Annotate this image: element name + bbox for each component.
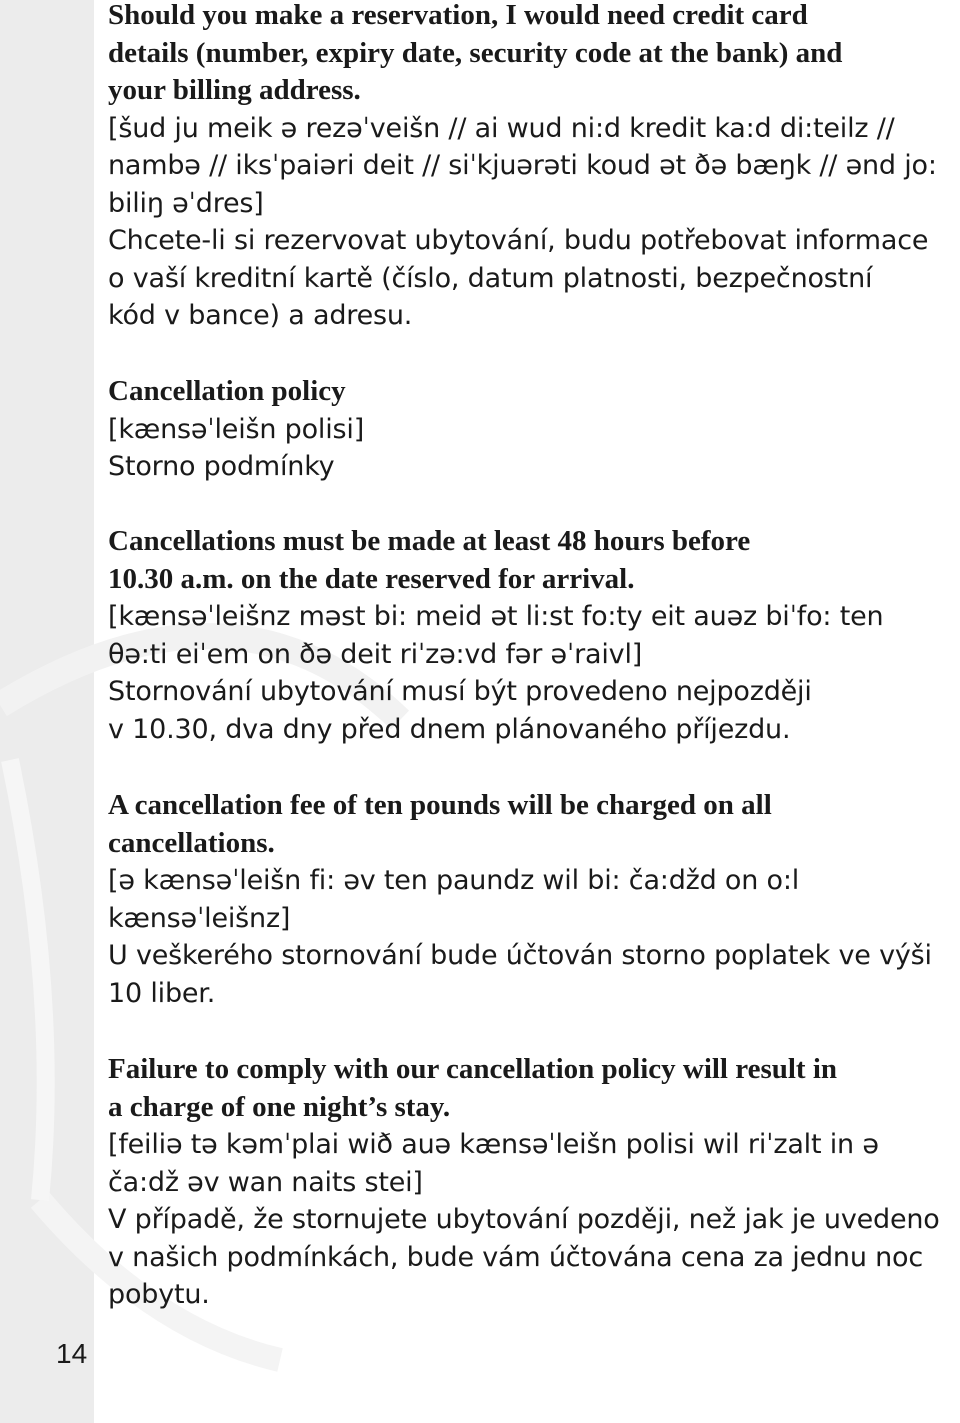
czech-translation-line: Stornování ubytování musí být provedeno nejpozději: [108, 676, 812, 707]
phonetic-transcription-line: [kænsəˈleišn polisi]: [108, 413, 365, 445]
phonetic-transcription-line: kænsəˈleišnz]: [108, 902, 291, 934]
phonetic-transcription-line: ča:dž əv wan naits stei]: [108, 1166, 423, 1198]
page-number: 14: [56, 1338, 88, 1369]
czech-translation-line: Chcete-li si rezervovat ubytování, budu potřebovat informace: [108, 225, 929, 256]
phrase-block: [108, 787, 932, 1012]
english-phrase-line: cancellations.: [108, 826, 275, 859]
phrase-block: [108, 373, 364, 486]
phonetic-transcription-line: [feiliə tə kəmˈplai wið auə kænsəˈleišn polisi wil riˈzalt in ə: [108, 1129, 879, 1160]
czech-translation-line: 10 liber.: [108, 977, 216, 1009]
czech-translation-line: v našich podmínkách, bude vám účtována cena za jednu noc: [108, 1241, 924, 1273]
phonetic-transcription-line: [kænsəˈleišnz məst bi: meid ət li:st fo:ty eit auəz biˈfo: ten: [108, 601, 884, 632]
czech-translation-line: v 10.30, dva dny před dnem plánovaného příjezdu.: [108, 713, 791, 745]
english-phrase-line: 10.30 a.m. on the date reserved for arrival.: [108, 562, 635, 595]
english-phrase-line: Failure to comply with our cancellation policy will result in: [108, 1053, 838, 1085]
phonetic-transcription-line: nambə // iksˈpaiəri deit // siˈkjuərəti koud ət ðə bæŋk // ənd jo:: [108, 150, 937, 181]
czech-translation-line: pobytu.: [108, 1279, 210, 1310]
phrase-block: [108, 0, 937, 335]
phonetic-transcription-line: [šud ju meik ə rezəˈveišn // ai wud ni:d kredit ka:d di:teilz //: [108, 112, 895, 144]
czech-translation-line: o vaší kreditní kartě (číslo, datum platnosti, bezpečnostní: [108, 262, 873, 294]
english-phrase-line: A cancellation fee of ten pounds will be charged on all: [108, 789, 772, 821]
english-phrase-line: Should you make a reservation, I would need credit card: [108, 0, 808, 31]
czech-translation-line: U veškerého stornování bude účtován storno poplatek ve výši: [108, 940, 932, 971]
czech-translation-line: V případě, že stornujete ubytování později, než jak je uvedeno: [108, 1204, 940, 1235]
english-phrase-line: details (number, expiry date, security code at the bank) and: [108, 36, 843, 69]
phrase-block: [108, 523, 883, 748]
english-phrase-line: your billing address.: [108, 74, 361, 106]
left-margin-bar: [0, 0, 94, 1423]
phrase-block: [108, 1051, 940, 1314]
english-phrase-line: a charge of one night’s stay.: [108, 1090, 451, 1123]
czech-translation-line: Storno podmínky: [108, 451, 335, 482]
section-heading: Cancellation policy: [108, 375, 346, 407]
czech-translation-line: kód v bance) a adresu.: [108, 300, 413, 331]
phonetic-transcription-line: biliŋ əˈdres]: [108, 187, 264, 219]
english-phrase-line: Cancellations must be made at least 48 hours before: [108, 525, 751, 557]
phonetic-transcription-line: [ə kænsəˈleišn fi: əv ten paundz wil bi: ča:džd on o:l: [108, 865, 800, 896]
phonetic-transcription-line: θə:ti eiˈem on ðə deit riˈzə:vd fər əˈraivl]: [108, 638, 643, 670]
